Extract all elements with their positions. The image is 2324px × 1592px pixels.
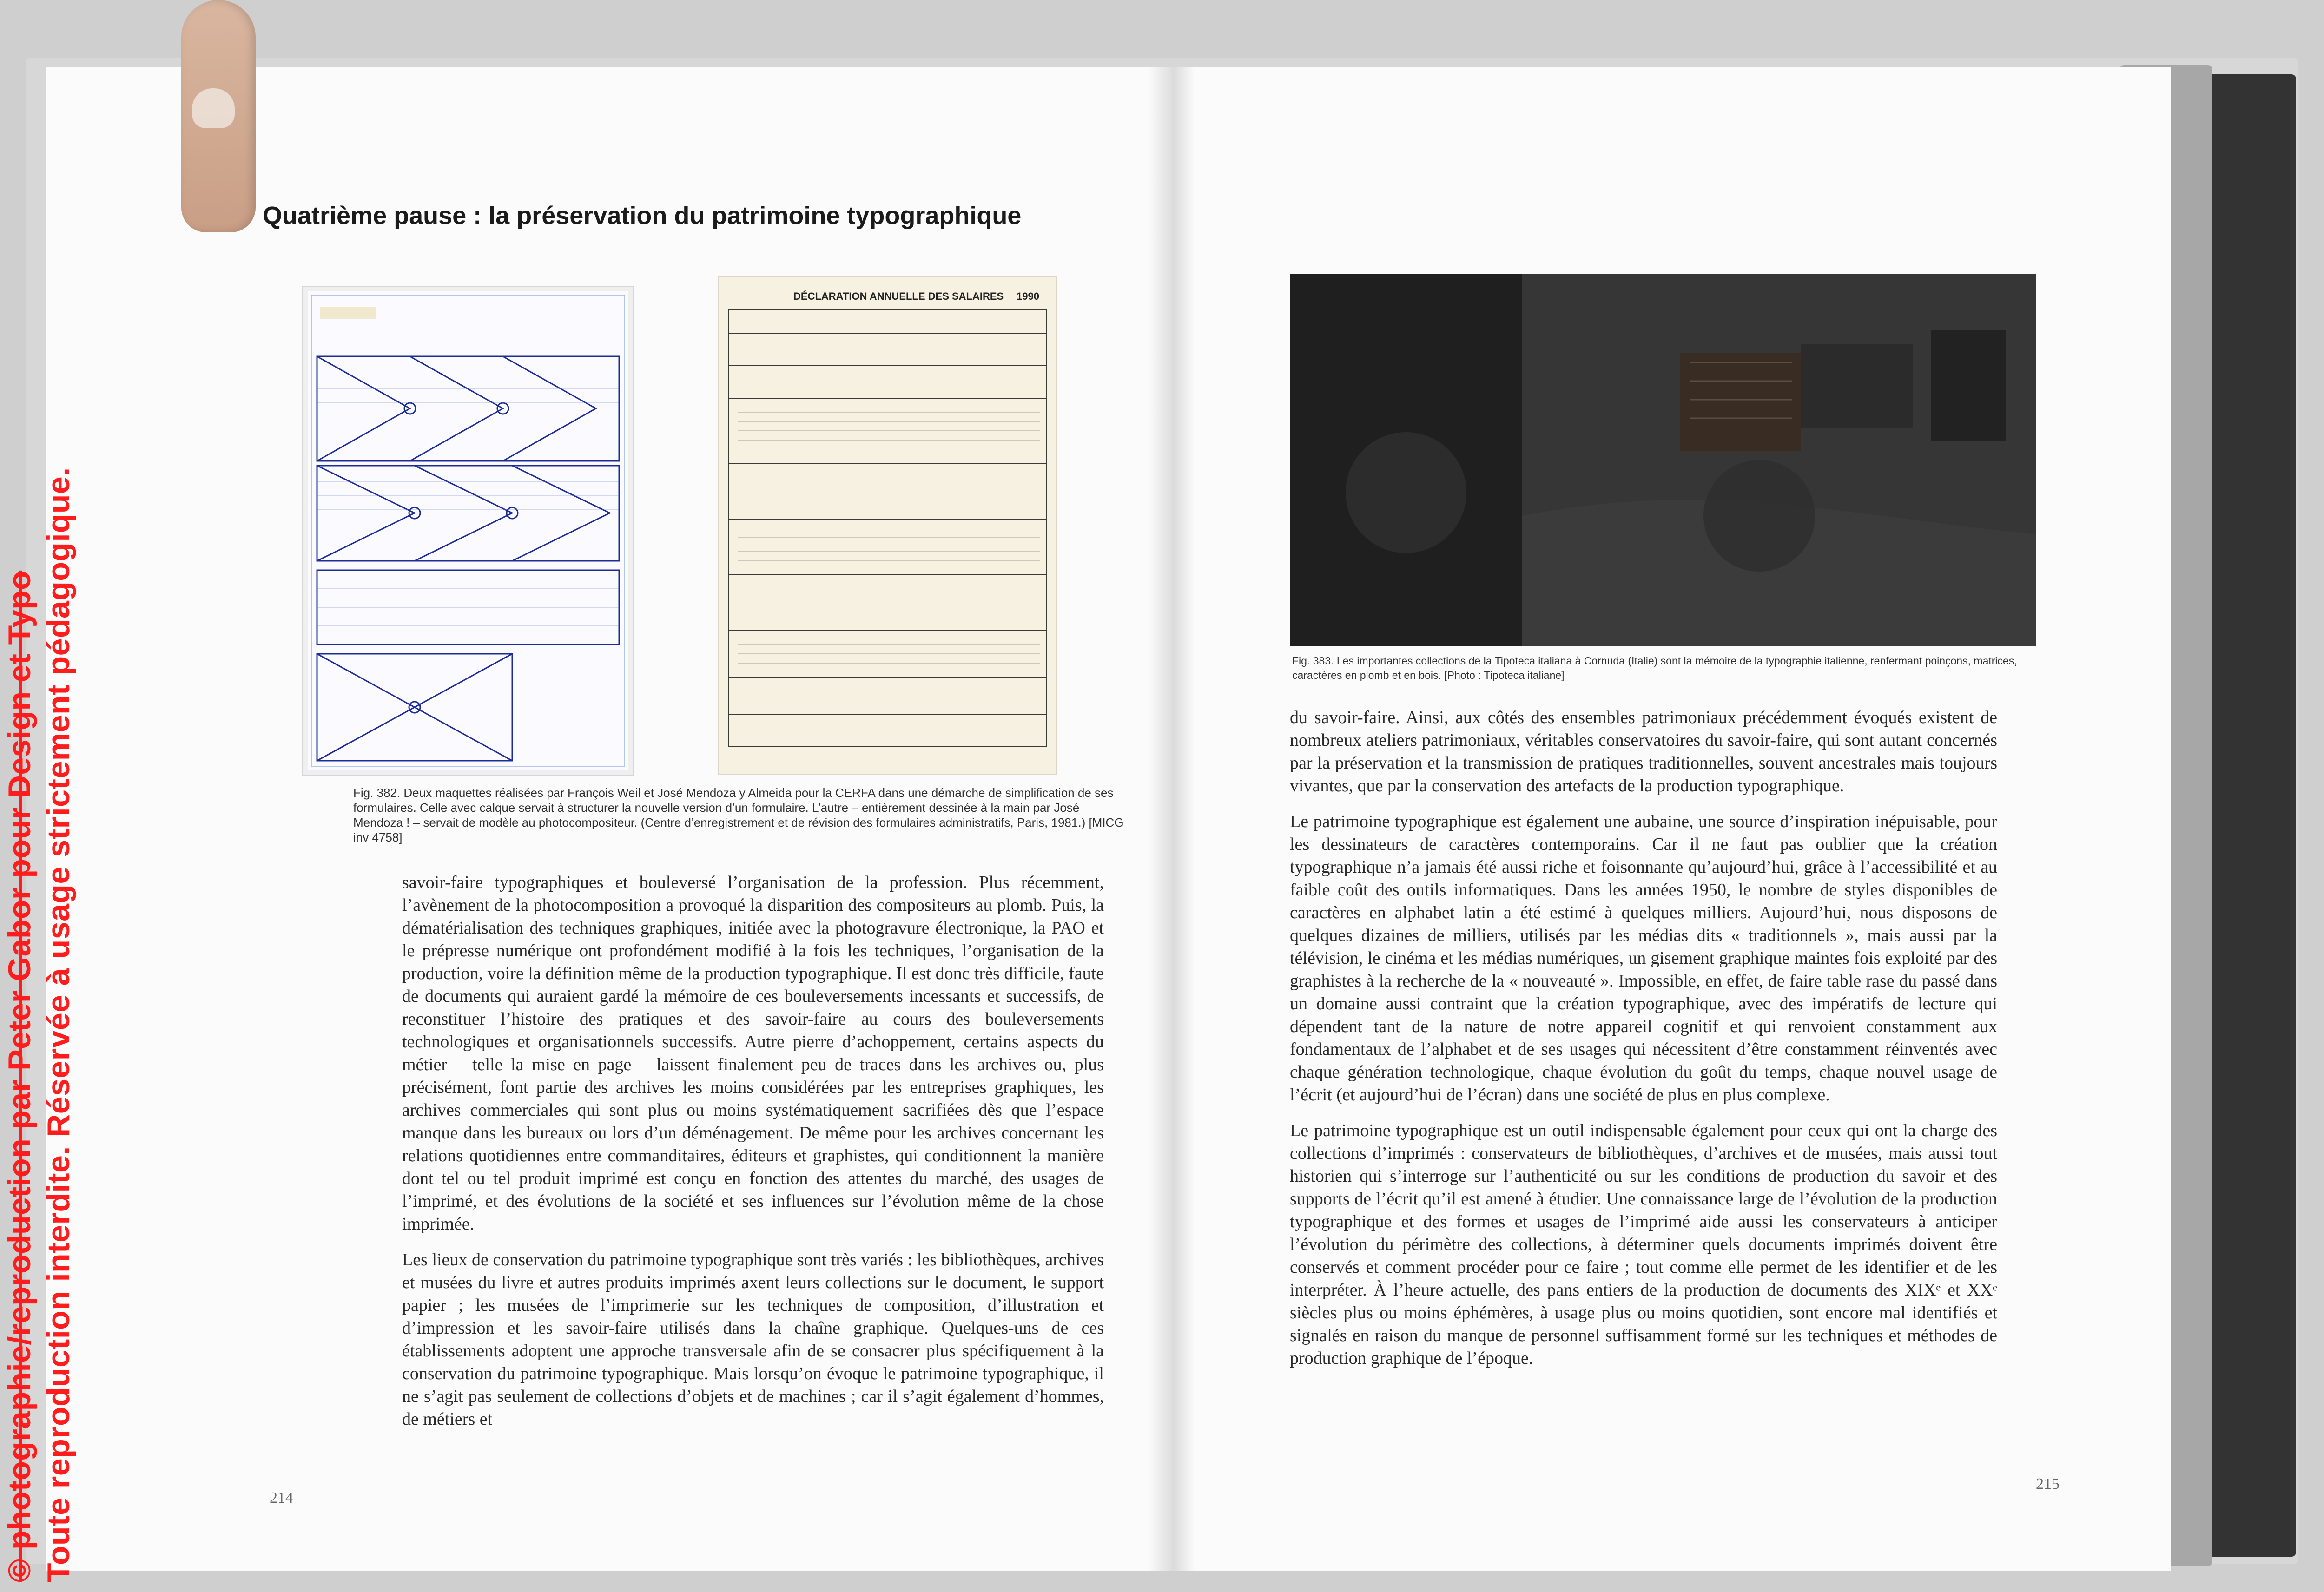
right-body-paragraph: Le patrimoine typographique est également une aubaine, une source d’inspiration inépuisable, pour les dessinateurs de caractères contemporains. Car il ne faut pas oublier que la création typographique n’a jamais été aussi riche et foisonnante qu’aujourd’hui, grâce à l’accessibilité et au faible coût des outils informatiques. Dans les années 1950, le nombre de styles disponibles de caractères en alphabet latin a été estimé à quelques milliers. Aujourd’hui, nous disposons de quelques dizaines de milliers, utilisés par les médias dits « traditionnels », mais aussi par la télévision, le cinéma et les médias numériques, un gisement graphique maintes fois exploité par des graphistes à la recherche de la « nouveauté ». Impossible, en effet, de faire table rase du passé dans un domaine aussi contraint que la création typographique, avec des impératifs de lecture qui dépendent tant de la nature de notre appareil cognitif et qui renvoient constamment aux fondamentaux de l’alphabet et de ses usages qui nécessitent d’être constamment réinventés avec chaque génération technologique, chaque évolution du goût du temps, chaque nouvel usage de l’écrit (et aujourd’hui de l’écran) dans une société de plus en plus complexe. [1290, 812, 1997, 1105]
figure-382-right-form [718, 276, 1057, 775]
right-page [1171, 67, 2171, 1571]
left-body-paragraph: savoir-faire typographiques et bouleversé l’organisation de la profession. Plus récemment, l’avènement de la photocomposition a provoqué la disparition des compositeurs au plomb. Puis, la dématérialisation des techniques graphiques, initiée avec la photogravure électronique, la PAO et le prépresse numérique ont profondément modifié à la fois les techniques, l’organisation de la production, voire la définition même de la production typographique. Il est donc très difficile, faute de documents qui auraient gardé la mémoire de ces bouleversements incessants et successifs, de reconstituer l’histoire des pratiques et des savoir-faire au cours des bouleversements technologiques et organisationnels successifs. Autre pierre d’achoppement, certains aspects du métier – telle la mise en page – laissent finalement peu de traces dans les archives ou, plus précisément, font partie des archives les moins considérées par les entreprises graphiques, les archives commerciales qui sont plus ou moins systématiquement sacrifiées dès que l’espace manque dans les bureaux ou lors d’un déménagement. De même pour les archives concernant les relations quotidiennes entre commanditaires, éditeurs et graphistes, qui conditionnent la manière dont tel ou tel produit imprimé est conçu en fonction des attentes du marché, des usages de l’imprimé, et des évolutions de la société et ses influences sur l’évolution même de la chose imprimée. [402, 873, 1104, 1234]
right-body-text [1290, 706, 1997, 1383]
figure-382-caption: Fig. 382. Deux maquettes réalisées par François Weil et José Mendoza y Almeida pour la CERFA dans une démarche de simplification de ses formulaires. Celle avec calque servait à structurer la nouvelle version d’un formulaire. L’autre – entièrement dessinée à la main par José Mendoza ! – servait de modèle au photocompositeur. (Centre d’enregistrement et de révision des formulaires administratifs, Paris, 1981.) [MICG inv 4758] [353, 786, 1124, 844]
page-number-right: 215 [2036, 1475, 2060, 1493]
chapter-heading: Quatrième pause : la préservation du patrimoine typographique [263, 202, 1022, 230]
page-number-left: 214 [270, 1489, 293, 1506]
figure-383-photo [1290, 274, 2036, 646]
left-body-text [402, 871, 1104, 1444]
right-body-paragraph: Le patrimoine typographique est un outil indispensable également pour ceux qui ont la charge des collections d’imprimés : conservateurs de bibliothèques, d’archives et de musées, mais aussi tout historien qui s’interroge sur l’authenticité ou sur les conditions de production du savoir et des supports de l’écrit qu’il est amené à étudier. Une connaissance large de l’évolution de la production typographique et des formes et usages de l’imprimé aide aussi les conservateurs à anticiper l’évolution du périmètre des collections, à déterminer quels documents imprimés doivent être conservés et comment procéder pour ce faire ; tout comme elle permet de les identifier et de les interpréter. À l’heure actuelle, des pans entiers de la production de documents des XIXᵉ et XXᵉ siècles plus ou moins éphémères, à usage plus ou moins quotidien, sont encore mal identifiés et signalés en raison du manque de personnel suffisamment formé sur les techniques et méthodes de production graphique de l’époque. [1290, 1121, 1997, 1368]
page-gutter-shadow [1148, 67, 1195, 1571]
figure-382-left-form [302, 286, 634, 776]
figure-383-caption: Fig. 383. Les importantes collections de la Tipoteca italiana à Cornuda (Italie) sont la mémoire de la typographie italienne, renfermant poinçons, matrices, caractères en plomb et en bois. [Photo : Tipoteca italiane] [1292, 655, 2017, 681]
form-year-text: 1990 [1017, 290, 1039, 302]
watermark-line-2: Toute reproduction interdite. Réservée à usage strictement pédagogique. [41, 467, 76, 1582]
museum-photo-illustration [1290, 274, 2036, 646]
form-printout-illustration [719, 277, 1056, 774]
form-title-text: DÉCLARATION ANNUELLE DES SALAIRES [793, 290, 1004, 302]
watermark-line-1: © photographie/reproduction par Peter Gabor pour Design et Typo [2, 570, 37, 1582]
watermark-vertical [4, 467, 74, 1582]
left-body-paragraph: Les lieux de conservation du patrimoine typographique sont très variés : les bibliothèques, archives et musées du livre et autres produits imprimés axent leurs collections sur le document, le support papier ; les musées de l’imprimerie sur les techniques de composition, d’illustration et d’impression et les savoir-faire utilisés dans la chaîne graphique. Quelques-uns de ces établissements adoptent une approche transversale afin de se consacrer plus spécifiquement à la conservation du patrimoine typographique. Mais lorsqu’on évoque le patrimoine typographique, il ne s’agit pas seulement de collections d’objets et de machines ; car il s’agit également d’hommes, de métiers et [402, 1250, 1104, 1429]
right-body-paragraph: du savoir-faire. Ainsi, aux côtés des ensembles patrimoniaux précédemment évoqués existent de nombreux ateliers patrimoniaux, véritables conservatoires du savoir-faire, qui sont autant concernés par la préservation et la transmission de pratiques traditionnelles, souvent ancestrales mais toujours vivantes, que par la conservation des artefacts de la production typographique. [1290, 708, 1997, 796]
blue-hand-drawn-form-illustration [303, 287, 633, 775]
thumbnail-nail [192, 88, 235, 128]
left-page [46, 67, 1171, 1571]
